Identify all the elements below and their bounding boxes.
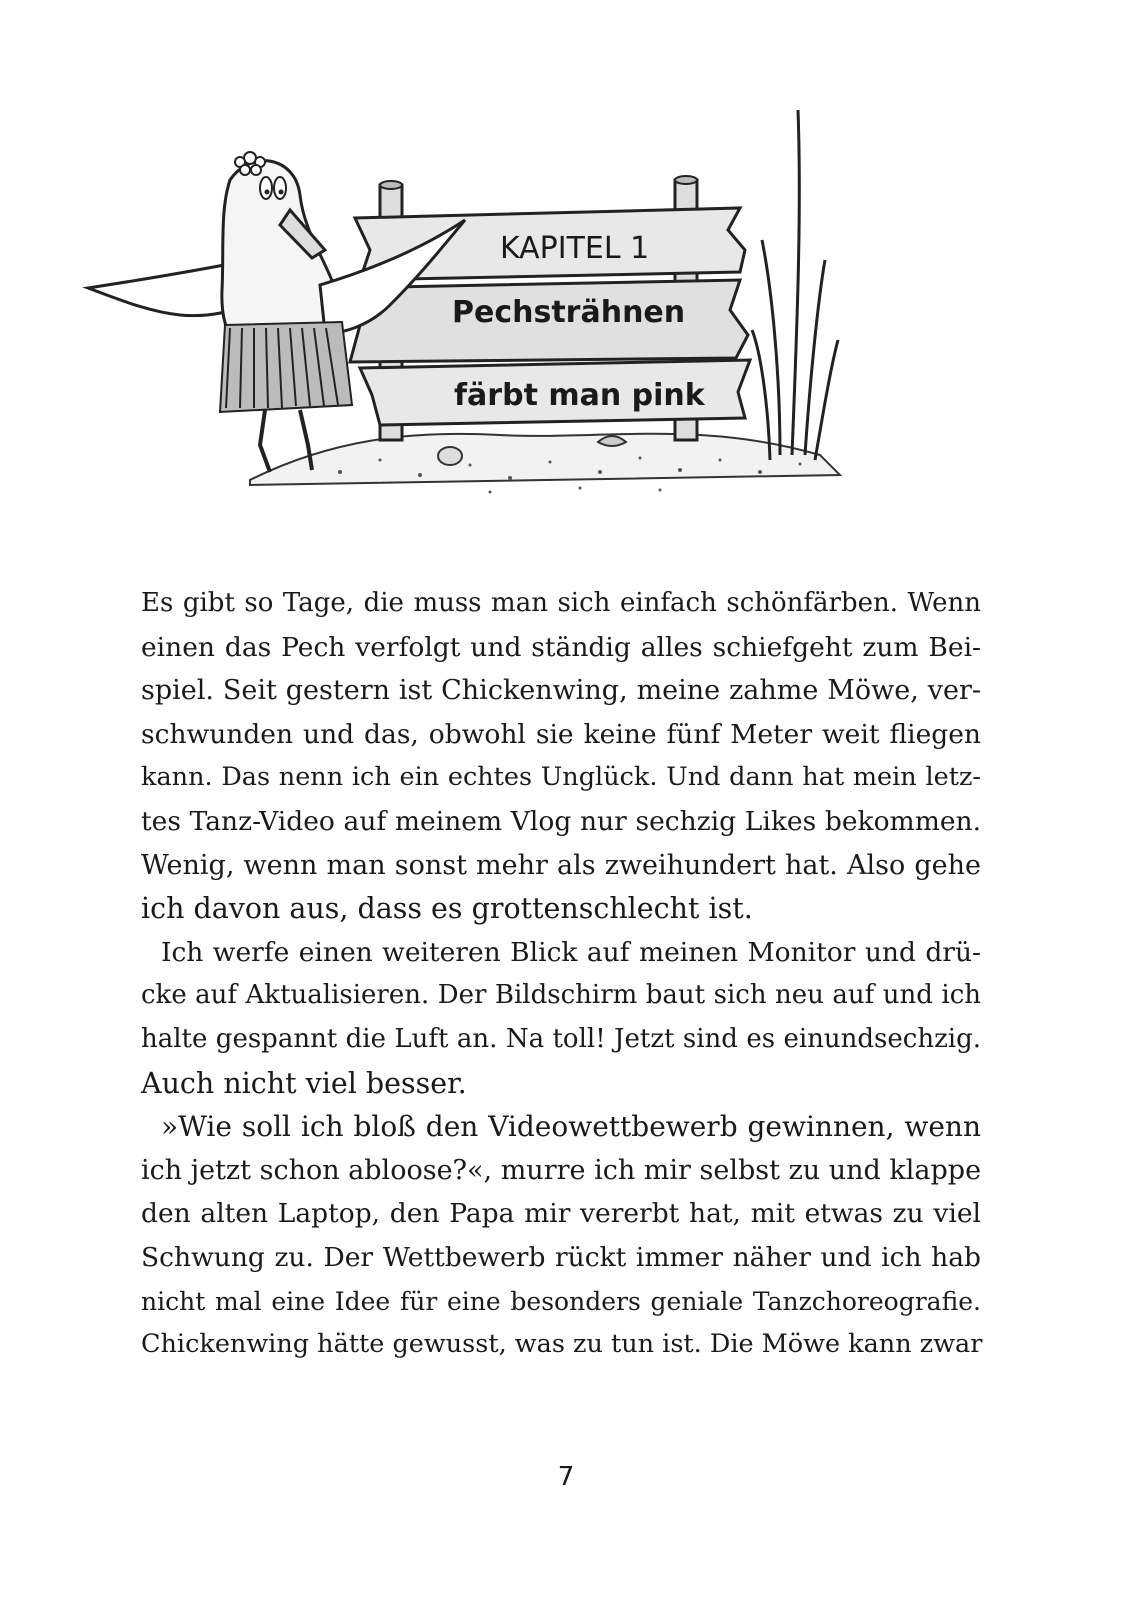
sand-dune: [250, 434, 840, 485]
text-line: kann. Das nenn ich ein echtes Unglück. Und dann hat mein letz-: [141, 762, 981, 793]
chapter-body-text: [141, 582, 981, 1367]
flower-icon: [235, 152, 265, 175]
shell: [438, 447, 462, 465]
text-line: halte gespannt die Luft an. Na toll! Jetzt sind es einundsechzig.: [141, 1023, 981, 1054]
text-line: spiel. Seit gestern ist Chickenwing, meine zahme Möwe, ver-: [141, 675, 981, 707]
paragraph-2: [141, 931, 981, 1105]
seagull-sign-illustration: [80, 100, 860, 520]
text-line: nicht mal eine Idee für eine besonders geniale Tanzchoreografie.: [141, 1286, 981, 1316]
text-line: Schwung zu. Der Wettbewerb rückt immer näher und ich hab: [141, 1241, 981, 1273]
text-line: ich davon aus, dass es grottenschlecht ist.: [141, 892, 753, 926]
paragraph-3: [141, 1105, 981, 1367]
chapter-label: KAPITEL 1: [500, 231, 650, 266]
text-line: Auch nicht viel besser.: [141, 1066, 467, 1100]
text-line: »Wie soll ich bloß den Videowettbewerb gewinnen, wenn: [161, 1110, 981, 1144]
chapter-title-line1: Pechsträhnen: [452, 295, 686, 330]
chapter-title-line2: färbt man pink: [454, 378, 705, 413]
text-line: Ich werfe einen weiteren Blick auf meinen Monitor und drü-: [161, 936, 981, 968]
text-line: Es gibt so Tage, die muss man sich einfach schönfärben. Wenn: [141, 588, 981, 618]
text-line: den alten Laptop, den Papa mir vererbt hat, mit etwas zu viel: [141, 1198, 981, 1230]
text-line: ich jetzt schon abloose?«, murre ich mir selbst zu und klappe: [141, 1154, 982, 1186]
text-line: Wenig, wenn man sonst mehr als zweihundert hat. Also gehe: [141, 849, 981, 881]
text-line: cke auf Aktualisieren. Der Bildschirm baut sich neu auf und ich: [141, 980, 981, 1011]
page-number: 7: [557, 1462, 575, 1492]
text-line: tes Tanz-Video auf meinem Vlog nur sechzig Likes bekommen.: [141, 805, 981, 837]
chapter-illustration: [80, 100, 860, 520]
reeds: [752, 110, 838, 460]
text-line: Chickenwing hätte gewusst, was zu tun ist. Die Möwe kann zwar: [141, 1329, 983, 1360]
text-line: einen das Pech verfolgt und ständig alles schiefgeht zum Bei-: [141, 631, 981, 663]
text-line: schwunden und das, obwohl sie keine fünf Meter weit fliegen: [141, 718, 981, 750]
paragraph-1: [141, 582, 981, 931]
